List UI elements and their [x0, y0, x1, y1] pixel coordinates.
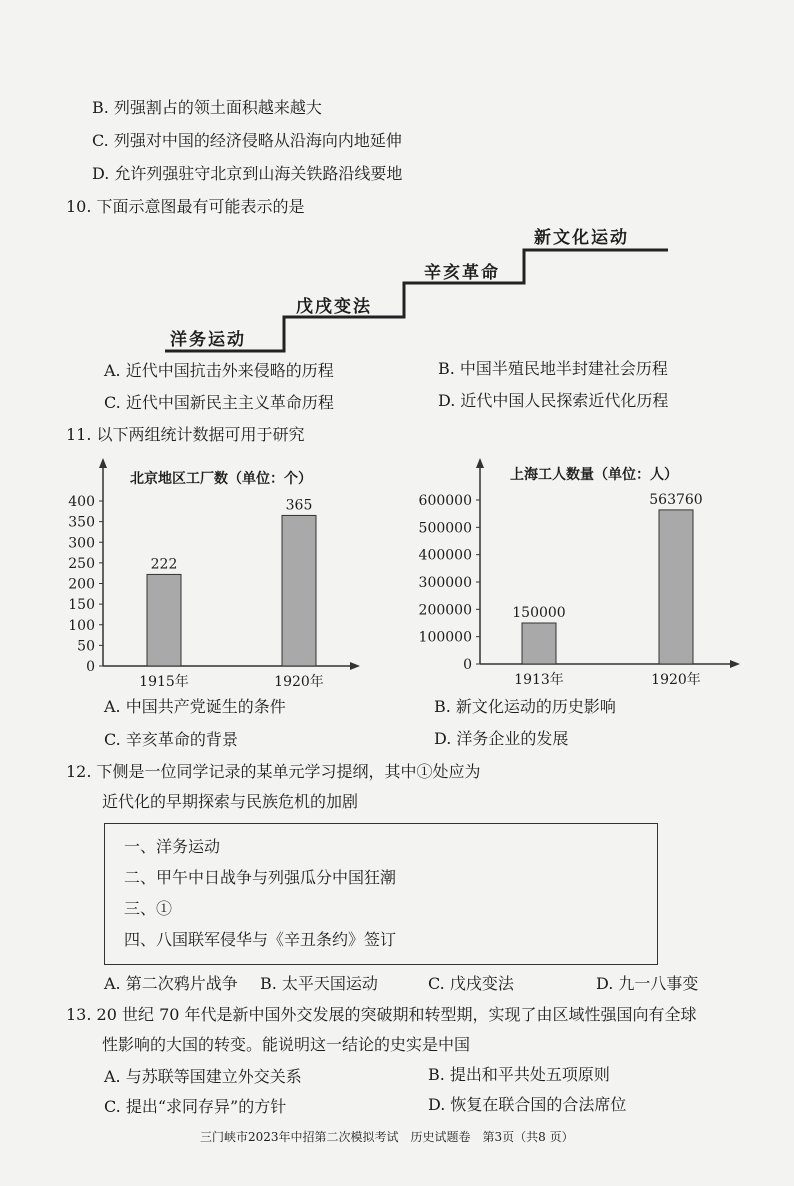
y-tick-label: 0 [463, 657, 472, 673]
y-axis-arrow [99, 458, 107, 468]
chart-title: 北京地区工厂数（单位：个） [130, 471, 312, 487]
staircase-diagram [0, 0, 794, 360]
x-tick-label: 1915年 [139, 674, 189, 690]
step-label-yangwu: 洋务运动 [170, 330, 246, 350]
bar [522, 623, 556, 664]
q10-option-c: C. 近代中国新民主主义革命历程 [104, 393, 334, 412]
q12-stem: 12. 下侧是一位同学记录的某单元学习提纲，其中①处应为 [66, 762, 481, 781]
y-tick-label: 350 [68, 514, 95, 531]
outline-item-3: 三、① [124, 899, 173, 918]
y-tick-label: 100000 [418, 629, 472, 646]
q10-option-a: A. 近代中国抗击外来侵略的历程 [104, 361, 334, 380]
y-tick-label: 250 [68, 555, 95, 572]
y-axis-arrow [476, 458, 484, 468]
y-tick-label: 500000 [418, 520, 472, 537]
y-tick-label: 200 [68, 576, 95, 593]
q11-option-a: A. 中国共产党诞生的条件 [104, 697, 286, 716]
q9-option-c: C. 列强对中国的经济侵略从沿海向内地延伸 [92, 131, 402, 150]
y-tick-label: 600000 [418, 493, 472, 509]
x-axis-arrow [730, 660, 740, 668]
step-label-xinhai: 辛亥革命 [424, 263, 500, 283]
q10-option-b: B. 中国半殖民地半封建社会历程 [438, 359, 668, 378]
data-label: 222 [150, 556, 178, 573]
x-tick-label: 1920年 [274, 674, 324, 690]
q13-option-b: B. 提出和平共处五项原则 [428, 1065, 610, 1084]
page-footer: 三门峡市2023年中招第二次模拟考试 历史试题卷 第3页（共8 页） [200, 1130, 574, 1144]
x-tick-label: 1920年 [651, 672, 701, 688]
q12-option-b: B. 太平天国运动 [260, 974, 378, 993]
y-tick-label: 0 [86, 659, 95, 675]
step-label-xinwenhua: 新文化运动 [534, 228, 629, 248]
q9-option-b: B. 列强割占的领土面积越来越大 [92, 98, 322, 117]
outline-item-2: 二、甲午中日战争与列强瓜分中国狂潮 [124, 868, 397, 887]
data-label: 563760 [649, 491, 703, 508]
q12-option-c: C. 戊戌变法 [428, 974, 514, 993]
q13-stem-line2: 性影响的大国的转变。能说明这一结论的史实是中国 [102, 1035, 471, 1054]
data-label: 150000 [512, 605, 566, 621]
q10-stem: 10. 下面示意图最有可能表示的是 [66, 197, 305, 216]
y-tick-label: 150 [68, 597, 95, 614]
q9-option-d: D. 允许列强驻守北京到山海关铁路沿线要地 [92, 164, 403, 183]
shanghai-workers-chart [394, 450, 794, 696]
y-tick-label: 400 [68, 494, 95, 510]
y-tick-label: 400000 [418, 547, 472, 564]
q12-option-a: A. 第二次鸦片战争 [104, 974, 238, 993]
beijing-factories-chart [0, 450, 394, 696]
step-label-wuxu: 戊戌变法 [296, 297, 372, 317]
y-tick-label: 300000 [418, 575, 472, 591]
q11-stem: 11. 以下两组统计数据可用于研究 [66, 425, 305, 444]
q13-option-c: C. 提出“求同存异”的方针 [104, 1097, 287, 1116]
q11-option-c: C. 辛亥革命的背景 [104, 730, 238, 749]
bar [282, 515, 316, 666]
q11-option-b: B. 新文化运动的历史影响 [434, 697, 616, 716]
y-tick-label: 50 [77, 638, 95, 655]
q13-stem: 13. 20 世纪 70 年代是新中国外交发展的突破期和转型期，实现了由区域性强国向有全球 [66, 1005, 697, 1024]
x-tick-label: 1913年 [514, 672, 564, 688]
outline-item-1: 一、洋务运动 [124, 837, 221, 856]
y-tick-label: 100 [68, 617, 95, 634]
q12-stem-line2: 近代化的早期探索与民族危机的加剧 [102, 792, 359, 811]
chart-title: 上海工人数量（单位：人） [510, 467, 678, 483]
x-axis-arrow [350, 662, 360, 670]
bar [659, 510, 693, 664]
y-tick-label: 300 [68, 535, 95, 552]
q10-option-d: D. 近代中国人民探索近代化历程 [438, 391, 669, 410]
bar [147, 574, 181, 666]
y-tick-label: 200000 [418, 602, 472, 619]
q12-option-d: D. 九一八事变 [596, 974, 699, 993]
outline-item-4: 四、八国联军侵华与《辛丑条约》签订 [124, 930, 397, 949]
q13-option-d: D. 恢复在联合国的合法席位 [428, 1095, 627, 1114]
data-label: 365 [285, 497, 313, 514]
q11-option-d: D. 洋务企业的发展 [434, 729, 569, 748]
q13-option-a: A. 与苏联等国建立外交关系 [104, 1067, 302, 1086]
